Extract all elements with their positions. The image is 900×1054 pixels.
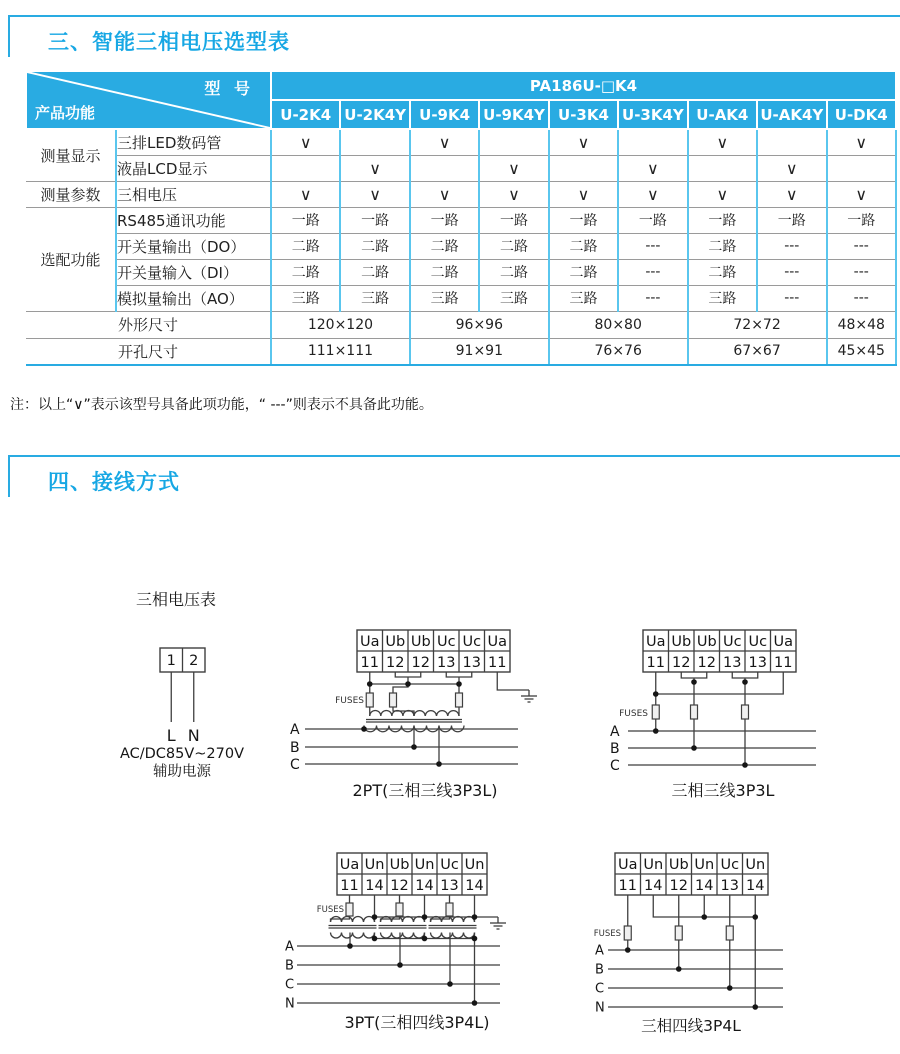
table-cell: ---	[827, 285, 897, 311]
group-label: 选配功能	[26, 207, 116, 311]
diagram-3pt-3p4l	[280, 845, 565, 1050]
table-cell: 45×45	[827, 338, 897, 365]
terminal-label: Un	[643, 857, 664, 873]
table-cell: ∨	[757, 181, 826, 207]
model-header: U-DK4	[827, 100, 897, 129]
terminal-label: Un	[745, 857, 766, 873]
table-cell: 80×80	[549, 311, 688, 338]
diagram-2pt-3p3l	[285, 620, 550, 805]
corner-product-label: 产品功能	[35, 104, 96, 122]
fuse-icon	[346, 903, 453, 916]
model-header: U-2K4	[271, 100, 340, 129]
phase-label: B	[285, 958, 294, 974]
diagram-caption: 三相四线3P4L	[641, 1017, 741, 1035]
group-label: 测量显示	[26, 129, 116, 181]
table-cell: ∨	[618, 155, 687, 181]
terminal-label: Ua	[618, 857, 638, 873]
terminal-label: Ub	[696, 634, 717, 650]
terminal-block	[615, 853, 768, 895]
table-cell: 二路	[549, 259, 618, 285]
table-cell	[271, 155, 340, 181]
junction-dots	[625, 914, 758, 1010]
terminal-label: Ub	[668, 857, 689, 873]
table-cell: ∨	[340, 181, 409, 207]
model-header: U-3K4Y	[618, 100, 687, 129]
wiring-lines	[608, 895, 783, 1007]
model-header: U-2K4Y	[340, 100, 409, 129]
section4-top-rule	[8, 455, 900, 457]
table-cell: 三路	[271, 285, 340, 311]
terminal-label: Uc	[722, 634, 742, 650]
table-cell: 二路	[410, 259, 479, 285]
table-cell: ∨	[549, 129, 618, 155]
table-cell: 二路	[479, 259, 548, 285]
fuse-icon	[624, 926, 733, 940]
table-cell: 一路	[479, 207, 548, 233]
terminal-label: Un	[364, 857, 385, 873]
selection-table	[25, 70, 897, 366]
terminal-label: 13	[440, 878, 459, 894]
table-cell: ∨	[410, 181, 479, 207]
aux-voltage-text: AC/DC85V~270V	[119, 746, 245, 762]
table-cell: 三路	[340, 285, 409, 311]
terminal-label: 13	[437, 655, 456, 671]
table-cell: 120×120	[271, 311, 410, 338]
terminal-label: Ua	[773, 634, 793, 650]
diagram-3p3l	[600, 620, 885, 805]
table-cell: ∨	[271, 181, 340, 207]
feature-label: RS485通讯功能	[116, 207, 271, 233]
dim-label: 开孔尺寸	[26, 338, 271, 365]
table-cell: ∨	[618, 181, 687, 207]
table-cell: ---	[618, 259, 687, 285]
ground-icon	[490, 917, 506, 929]
table-cell: 二路	[410, 233, 479, 259]
table-cell	[479, 129, 548, 155]
table-cell: 72×72	[688, 311, 827, 338]
terminal-label: 13	[720, 878, 739, 894]
table-cell: ∨	[757, 155, 826, 181]
terminal-label: Uc	[440, 857, 459, 873]
terminal-label: 11	[340, 878, 359, 894]
terminal-label: Ua	[487, 634, 507, 650]
phase-label: B	[595, 962, 604, 978]
aux-title: 三相电压表	[136, 590, 217, 609]
table-cell: ∨	[827, 181, 897, 207]
table-cell: 一路	[549, 207, 618, 233]
model-header: U-3K4	[549, 100, 618, 129]
terminal-label: Ub	[671, 634, 692, 650]
terminal-label: Ua	[646, 634, 666, 650]
table-cell: 一路	[827, 207, 897, 233]
feature-label: 开关量输出（DO）	[116, 233, 271, 259]
terminal-label: Ub	[389, 857, 410, 873]
feature-label: 液晶LCD显示	[116, 155, 271, 181]
table-cell: ---	[757, 259, 826, 285]
table-cell	[549, 155, 618, 181]
series-header: PA186U-□K4	[271, 71, 896, 100]
phase-label: A	[610, 724, 620, 740]
terminal-label: 11	[618, 878, 637, 894]
table-cell	[618, 129, 687, 155]
terminal-block	[160, 648, 205, 672]
terminal-label: 11	[488, 655, 507, 671]
section4-title: 四、接线方式	[48, 470, 180, 494]
table-cell: 91×91	[410, 338, 549, 365]
table-cell	[688, 155, 757, 181]
terminal-label: 14	[644, 878, 663, 894]
table-cell: ∨	[340, 155, 409, 181]
diagram-caption: 2PT(三相三线3P3L)	[352, 781, 498, 800]
table-cell	[340, 129, 409, 155]
phase-label: C	[285, 977, 295, 993]
terminal-label: Uc	[720, 857, 740, 873]
terminal-label: Ub	[385, 634, 406, 650]
model-header: U-AK4Y	[757, 100, 826, 129]
terminal-label: 1	[166, 653, 176, 669]
fuses-label: FUSES	[316, 905, 344, 915]
section4-left-rule	[8, 455, 10, 497]
table-cell: 一路	[618, 207, 687, 233]
phase-label: A	[290, 722, 300, 738]
model-header: U-9K4Y	[479, 100, 548, 129]
section3-title: 三、智能三相电压选型表	[48, 30, 290, 54]
junction-dots	[361, 681, 462, 767]
aux-source-text: 辅助电源	[153, 764, 211, 780]
terminal-label: Un	[694, 857, 715, 873]
wiring-lines	[171, 672, 194, 722]
terminal-label: 12	[390, 878, 409, 894]
fuse-icon	[366, 693, 462, 707]
table-cell: 48×48	[827, 311, 897, 338]
fuse-icon	[652, 705, 748, 719]
fuses-label: FUSES	[619, 709, 648, 719]
terminal-label: 11	[774, 655, 793, 671]
feature-label: 开关量输入（DI）	[116, 259, 271, 285]
table-cell: 二路	[271, 233, 340, 259]
terminal-label: 13	[748, 655, 767, 671]
transformer-icon	[329, 917, 477, 939]
table-cell: 一路	[340, 207, 409, 233]
table-cell	[827, 155, 897, 181]
wire-label: N	[187, 726, 200, 745]
table-cell	[410, 155, 479, 181]
table-cell: ∨	[688, 181, 757, 207]
table-cell: 二路	[688, 233, 757, 259]
table-cell: ∨	[688, 129, 757, 155]
terminal-label: Un	[464, 857, 485, 873]
phase-label: A	[595, 943, 604, 959]
feature-label: 模拟量输出（AO）	[116, 285, 271, 311]
table-cell: 96×96	[410, 311, 549, 338]
terminal-label: 14	[465, 878, 484, 894]
terminal-block	[337, 853, 487, 895]
table-cell: 二路	[688, 259, 757, 285]
dim-label: 外形尺寸	[26, 311, 271, 338]
table-cell: ∨	[549, 181, 618, 207]
terminal-label: Uc	[748, 634, 768, 650]
fuses-label: FUSES	[593, 929, 621, 939]
terminal-label: Uc	[436, 634, 456, 650]
table-cell: ∨	[271, 129, 340, 155]
table-cell: ∨	[827, 129, 897, 155]
table-cell: ---	[757, 233, 826, 259]
terminal-label: 12	[411, 655, 430, 671]
phase-label: B	[290, 740, 300, 756]
section3-header	[0, 15, 900, 63]
table-cell: 一路	[688, 207, 757, 233]
phase-label: N	[285, 996, 295, 1012]
terminal-label: 11	[646, 655, 665, 671]
table-cell: ---	[757, 285, 826, 311]
table-cell: 一路	[757, 207, 826, 233]
table-cell: 一路	[271, 207, 340, 233]
table-cell: 111×111	[271, 338, 410, 365]
table-cell: 二路	[549, 233, 618, 259]
group-label: 测量参数	[26, 181, 116, 207]
terminal-label: 13	[462, 655, 481, 671]
diagram-caption: 3PT(三相四线3P4L)	[344, 1013, 490, 1032]
terminal-label: 13	[723, 655, 742, 671]
terminal-label: 12	[386, 655, 405, 671]
terminal-label: Ua	[339, 857, 360, 873]
table-cell: 二路	[271, 259, 340, 285]
model-header: U-9K4	[410, 100, 479, 129]
table-cell: 三路	[549, 285, 618, 311]
table-cell: ∨	[479, 181, 548, 207]
junction-dots	[653, 679, 748, 768]
phase-label: C	[595, 981, 605, 997]
ground-icon	[521, 690, 537, 702]
terminal-label: 14	[746, 878, 765, 894]
table-note: 注：以上“∨”表示该型号具备此项功能，“ ---”则表示不具备此功能。	[10, 397, 433, 413]
table-cell: 三路	[688, 285, 757, 311]
table-cell: ---	[827, 259, 897, 285]
terminal-label: Un	[414, 857, 435, 873]
table-cell: 三路	[479, 285, 548, 311]
feature-label: 三排LED数码管	[116, 129, 271, 155]
terminal-label: 11	[360, 655, 379, 671]
corner-cell	[26, 71, 271, 129]
terminal-label: 14	[415, 878, 434, 894]
table-cell	[757, 129, 826, 155]
model-header: U-AK4	[688, 100, 757, 129]
terminal-label: Uc	[462, 634, 482, 650]
section3-left-rule	[8, 15, 10, 57]
table-cell: ∨	[479, 155, 548, 181]
section3-top-rule	[8, 15, 900, 17]
feature-label: 三相电压	[116, 181, 271, 207]
table-cell: 一路	[410, 207, 479, 233]
terminal-block	[643, 630, 796, 672]
phase-label: N	[595, 1000, 605, 1016]
terminal-label: 12	[672, 655, 691, 671]
terminal-block	[357, 630, 510, 672]
terminal-label: 14	[695, 878, 714, 894]
table-cell: 67×67	[688, 338, 827, 365]
table-cell: 三路	[410, 285, 479, 311]
terminal-label: 2	[189, 653, 199, 669]
corner-model-label: 型 号	[204, 79, 254, 98]
table-cell: ∨	[410, 129, 479, 155]
table-cell: 二路	[479, 233, 548, 259]
terminal-label: Ua	[360, 634, 380, 650]
table-cell: ---	[618, 233, 687, 259]
diagram-3p4l	[590, 845, 885, 1050]
table-cell: ---	[827, 233, 897, 259]
phase-label: A	[285, 939, 294, 955]
wiring-lines	[305, 672, 529, 764]
section4-header	[0, 455, 900, 503]
table-cell: 76×76	[549, 338, 688, 365]
fuses-label: FUSES	[335, 696, 364, 706]
terminal-label: 12	[669, 878, 688, 894]
table-cell: 二路	[340, 259, 409, 285]
phase-label: B	[610, 741, 620, 757]
diagram-caption: 三相三线3P3L	[671, 781, 775, 800]
terminal-label: Ub	[410, 634, 431, 650]
terminal-label: 12	[697, 655, 716, 671]
wire-label: L	[166, 726, 176, 745]
phase-label: C	[290, 757, 300, 773]
table-cell: ---	[618, 285, 687, 311]
terminal-label: 14	[365, 878, 384, 894]
table-cell: 二路	[340, 233, 409, 259]
phase-label: C	[610, 758, 620, 774]
